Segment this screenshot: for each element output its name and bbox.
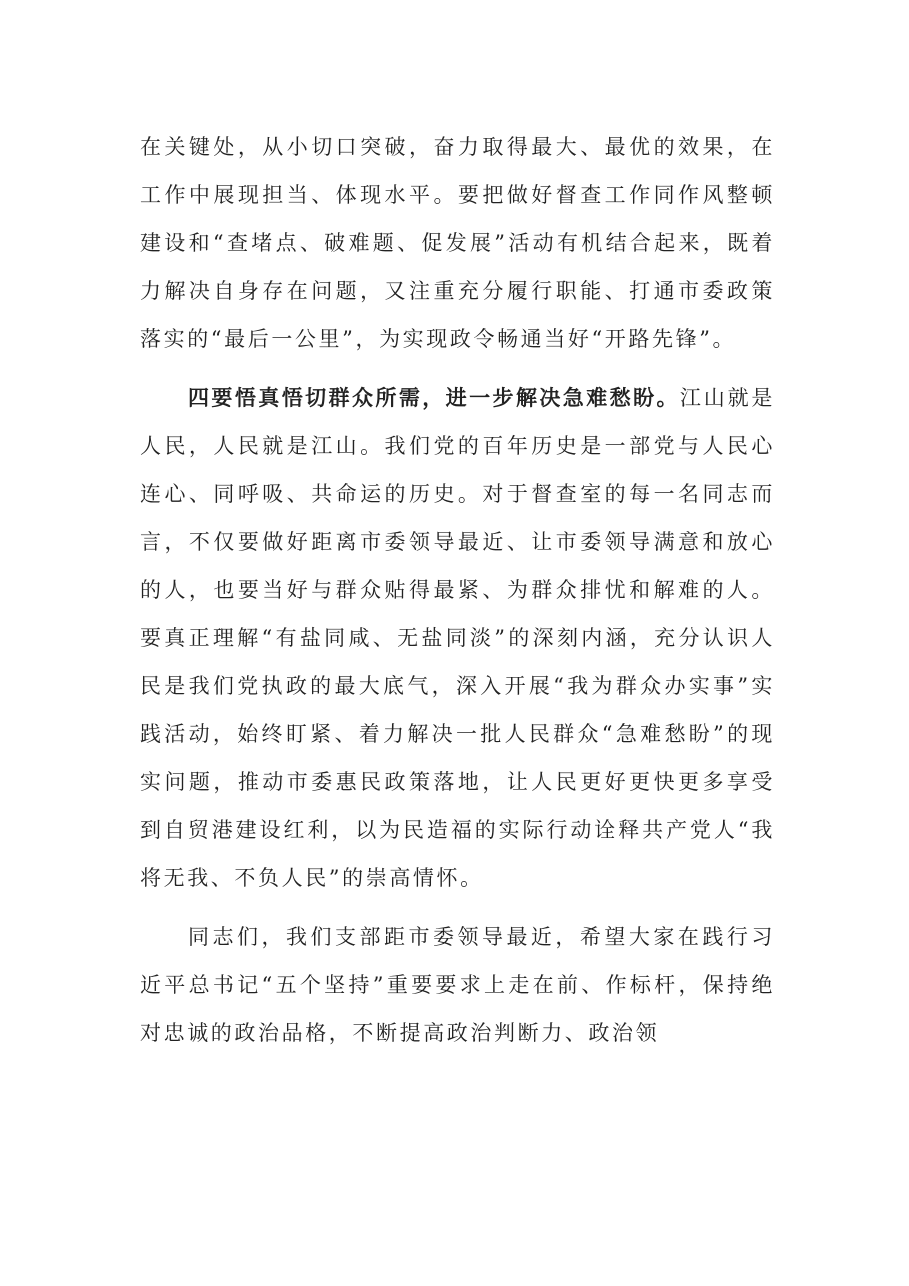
paragraph-point-four [140,374,775,902]
paragraph-heading: 四要悟真悟切群众所需，进一步解决急难愁盼。 [188,386,680,410]
paragraph-text: 江山就是人民，人民就是江山。我们党的百年历史是一部党与人民心连心、同呼吸、共命运的历史。对于督查室的每一名同志而言，不仅要做好距离市委领导最近、让市委领导满意和放心的人，也要当好与群众贴得最紧、为群众排忧和解难的人。要真正理解“有盐同咸、无盐同淡”的深刻内涵，充分认识人民是我们党执政的最大底气，深入开展“我为群众办实事”实践活动，始终盯紧、着力解决一批人民群众“急难愁盼”的现实问题，推动市委惠民政策落地，让人民更好更快更多享受到自贸港建设红利，以为民造福的实际行动诠释共产党人“我将无我、不负人民”的崇高情怀。 [140,386,775,890]
document-body [140,123,775,1057]
paragraph-closing: 同志们，我们支部距市委领导最近，希望大家在践行习近平总书记“五个坚持”重要要求上走在前、作标杆，保持绝对忠诚的政治品格，不断提高政治判断力、政治领 [140,925,775,1045]
paragraph-continuation: 在关键处，从小切口突破，奋力取得最大、最优的效果，在工作中展现担当、体现水平。要把做好督查工作同作风整顿建设和“查堵点、破难题、促发展”活动有机结合起来，既着力解决自身存在问题，又注重充分履行职能、打通市委政策落实的“最后一公里”，为实现政令畅通当好“开路先锋”。 [140,135,775,351]
